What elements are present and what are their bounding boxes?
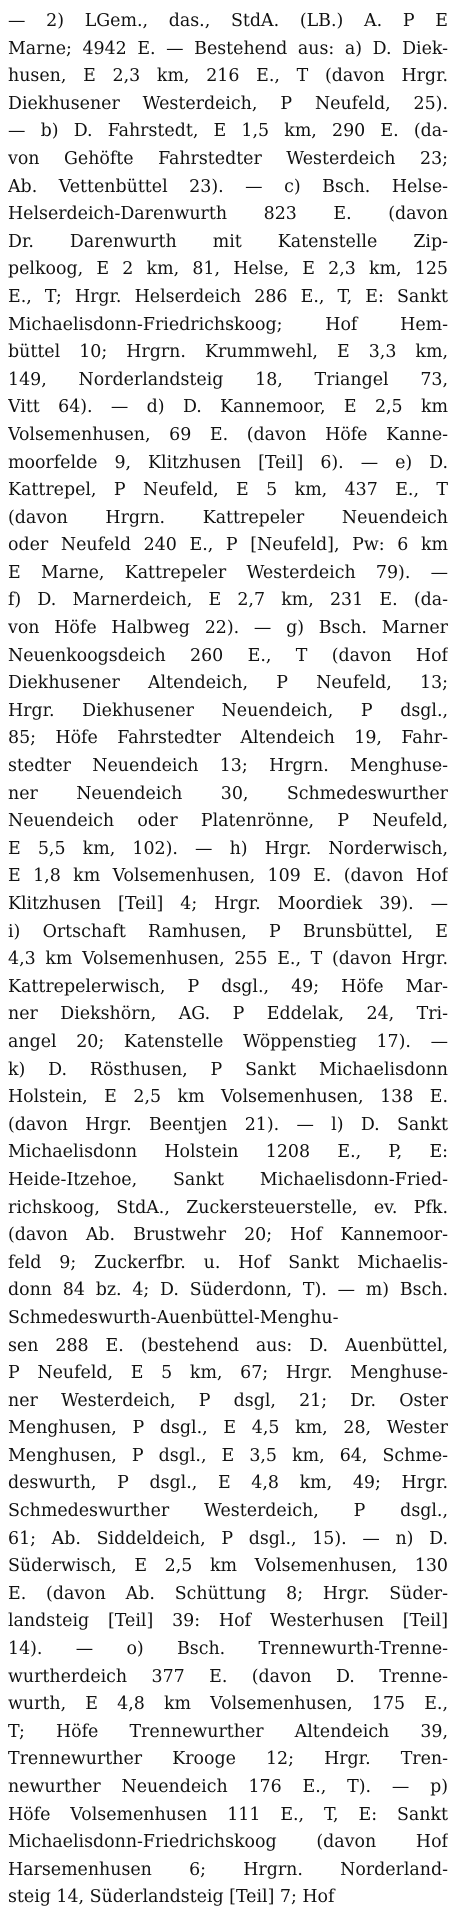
- text-line: deswurth, P dsgl., E 4,8 km, 49; Hrgr.: [8, 1473, 448, 1494]
- text-line: Volsemenhusen, 69 E. (davon Höfe Kanne-: [8, 424, 448, 445]
- text-line: von Höfe Halbweg 22). — g) Bsch. Marner: [8, 618, 448, 639]
- text-line: donn 84 bz. 4; D. Süderdonn, T). — m) Bsch.: [8, 1280, 448, 1301]
- text-line: angel 20; Katenstelle Wöppenstieg 17). —: [8, 1031, 448, 1052]
- text-line: Schmedeswurth-Auenbüttel-Menghu-: [8, 1307, 339, 1328]
- text-line: Helserdeich-Darenwurth 823 E. (davon: [8, 204, 448, 225]
- text-line: husen, E 2,3 km, 216 E., T (davon Hrgr.: [8, 66, 448, 87]
- text-line: k) D. Rösthusen, P Sankt Michaelisdonn: [8, 1059, 448, 1080]
- text-line: E 1,8 km Volsemenhusen, 109 E. (davon Hof: [8, 866, 448, 887]
- text-line: Michaelisdonn-Friedrichskoog; Hof Hem-: [8, 314, 448, 335]
- text-line: Trennewurther Krooge 12; Hrgr. Tren-: [8, 1749, 448, 1770]
- text-line: von Gehöfte Fahrstedter Westerdeich 23;: [8, 148, 448, 169]
- text-line: 14). — o) Bsch. Trennewurth-Trenne-: [8, 1639, 448, 1660]
- text-line: (davon Hrgrn. Kattrepeler Neuendeich: [8, 507, 448, 528]
- text-line: richskoog, StdA., Zuckersteuerstelle, ev. Pfk.: [8, 1197, 448, 1218]
- text-line: E Marne, Kattrepeler Westerdeich 79). —: [8, 562, 448, 583]
- text-line: Hrgr. Diekhusener Neuendeich, P dsgl.,: [8, 700, 448, 721]
- text-line: — b) D. Fahrstedt, E 1,5 km, 290 E. (da-: [8, 121, 448, 142]
- text-line: Höfe Volsemenhusen 111 E., T, E: Sankt: [8, 1804, 448, 1825]
- text-line: Marne; 4942 E. — Bestehend aus: a) D. Diek-: [8, 38, 448, 59]
- text-line: P Neufeld, E 5 km, 67; Hrgr. Menghuse-: [8, 1363, 448, 1384]
- text-line: Neuenkoogsdeich 260 E., T (davon Hof: [8, 645, 448, 666]
- text-line: Heide-Itzehoe, Sankt Michaelisdonn-Fried-: [8, 1169, 448, 1190]
- text-line: T; Höfe Trennewurther Altendeich 39,: [8, 1721, 448, 1742]
- text-line: moorfelde 9, Klitzhusen [Teil] 6). — e) D.: [8, 452, 448, 473]
- text-line: 85; Höfe Fahrstedter Altendeich 19, Fahr-: [8, 728, 448, 749]
- text-line: Klitzhusen [Teil] 4; Hrgr. Moordiek 39). —: [8, 894, 448, 914]
- text-line: Michaelisdonn-Friedrichskoog (davon Hof: [8, 1832, 448, 1853]
- text-line: Dr. Darenwurth mit Katenstelle Zip-: [8, 231, 448, 252]
- text-line: wurtherdeich 377 E. (davon D. Trenne-: [8, 1666, 448, 1687]
- text-line: Michaelisdonn Holstein 1208 E., P, E:: [8, 1142, 448, 1163]
- text-line: Vitt 64). — d) D. Kannemoor, E 2,5 km: [8, 397, 448, 418]
- text-line: 149, Norderlandsteig 18, Triangel 73,: [8, 369, 448, 390]
- text-line: E. (davon Ab. Schüttung 8; Hrgr. Süder-: [8, 1583, 448, 1604]
- text-line: newurther Neuendeich 176 E., T). — p): [8, 1777, 448, 1797]
- text-line: Süderwisch, E 2,5 km Volsemenhusen, 130: [8, 1556, 448, 1577]
- text-line: (davon Hrgr. Beentjen 21). — l) D. Sankt: [8, 1114, 448, 1135]
- text-line: oder Neufeld 240 E., P [Neufeld], Pw: 6 km: [8, 535, 448, 556]
- text-line: büttel 10; Hrgrn. Krummwehl, E 3,3 km,: [8, 342, 448, 363]
- text-line: ner Diekshörn, AG. P Eddelak, 24, Tri-: [8, 1004, 448, 1025]
- text-line: ner Neuendeich 30, Schmedeswurther: [8, 783, 448, 804]
- text-line: wurth, E 4,8 km Volsemenhusen, 175 E.,: [8, 1694, 448, 1715]
- text-line: Diekhusener Westerdeich, P Neufeld, 25).: [8, 93, 448, 114]
- text-line: Kattrepel, P Neufeld, E 5 km, 437 E., T: [8, 480, 448, 501]
- text-line: f) D. Marnerdeich, E 2,7 km, 231 E. (da-: [8, 590, 448, 611]
- text-line: Schmedeswurther Westerdeich, P dsgl.,: [8, 1501, 448, 1522]
- document-text-block: [8, 8, 448, 1912]
- text-line: — 2) LGem., das., StdA. (LB.) A. P E: [8, 11, 448, 31]
- text-line: Menghusen, P dsgl., E 3,5 km, 64, Schme-: [8, 1445, 448, 1466]
- text-line: Menghusen, P dsgl., E 4,5 km, 28, Wester: [8, 1418, 448, 1439]
- text-line: E., T; Hrgr. Helserdeich 286 E., T, E: Sankt: [8, 286, 448, 307]
- text-line: landsteig [Teil] 39: Hof Westerhusen [Teil]: [8, 1611, 448, 1632]
- text-line: feld 9; Zuckerfbr. u. Hof Sankt Michaelis-: [8, 1252, 448, 1273]
- text-line: steig 14, Süderlandsteig [Teil] 7; Hof: [8, 1887, 335, 1908]
- text-line: stedter Neuendeich 13; Hrgrn. Menghuse-: [8, 756, 448, 777]
- text-line: Neuendeich oder Platenrönne, P Neufeld,: [8, 811, 448, 832]
- text-line: Ab. Vettenbüttel 23). — c) Bsch. Helse-: [8, 176, 448, 197]
- text-line: Kattrepelerwisch, P dsgl., 49; Höfe Mar-: [8, 976, 448, 997]
- text-line: (davon Ab. Brustwehr 20; Hof Kannemoor-: [8, 1225, 448, 1246]
- text-line: Diekhusener Altendeich, P Neufeld, 13;: [8, 673, 448, 694]
- text-line: 4,3 km Volsemenhusen, 255 E., T (davon Hrgr.: [8, 949, 448, 970]
- text-line: E 5,5 km, 102). — h) Hrgr. Norderwisch,: [8, 838, 448, 859]
- text-line: i) Ortschaft Ramhusen, P Brunsbüttel, E: [8, 921, 448, 942]
- text-line: Holstein, E 2,5 km Volsemenhusen, 138 E.: [8, 1087, 448, 1108]
- text-line: 61; Ab. Siddeldeich, P dsgl., 15). — n) D.: [8, 1528, 448, 1549]
- text-line: Harsemenhusen 6; Hrgrn. Norderland-: [8, 1859, 448, 1880]
- text-line: ner Westerdeich, P dsgl, 21; Dr. Oster: [8, 1390, 448, 1411]
- text-line: pelkoog, E 2 km, 81, Helse, E 2,3 km, 125: [8, 259, 448, 280]
- text-line: sen 288 E. (bestehend aus: D. Auenbüttel,: [8, 1335, 448, 1356]
